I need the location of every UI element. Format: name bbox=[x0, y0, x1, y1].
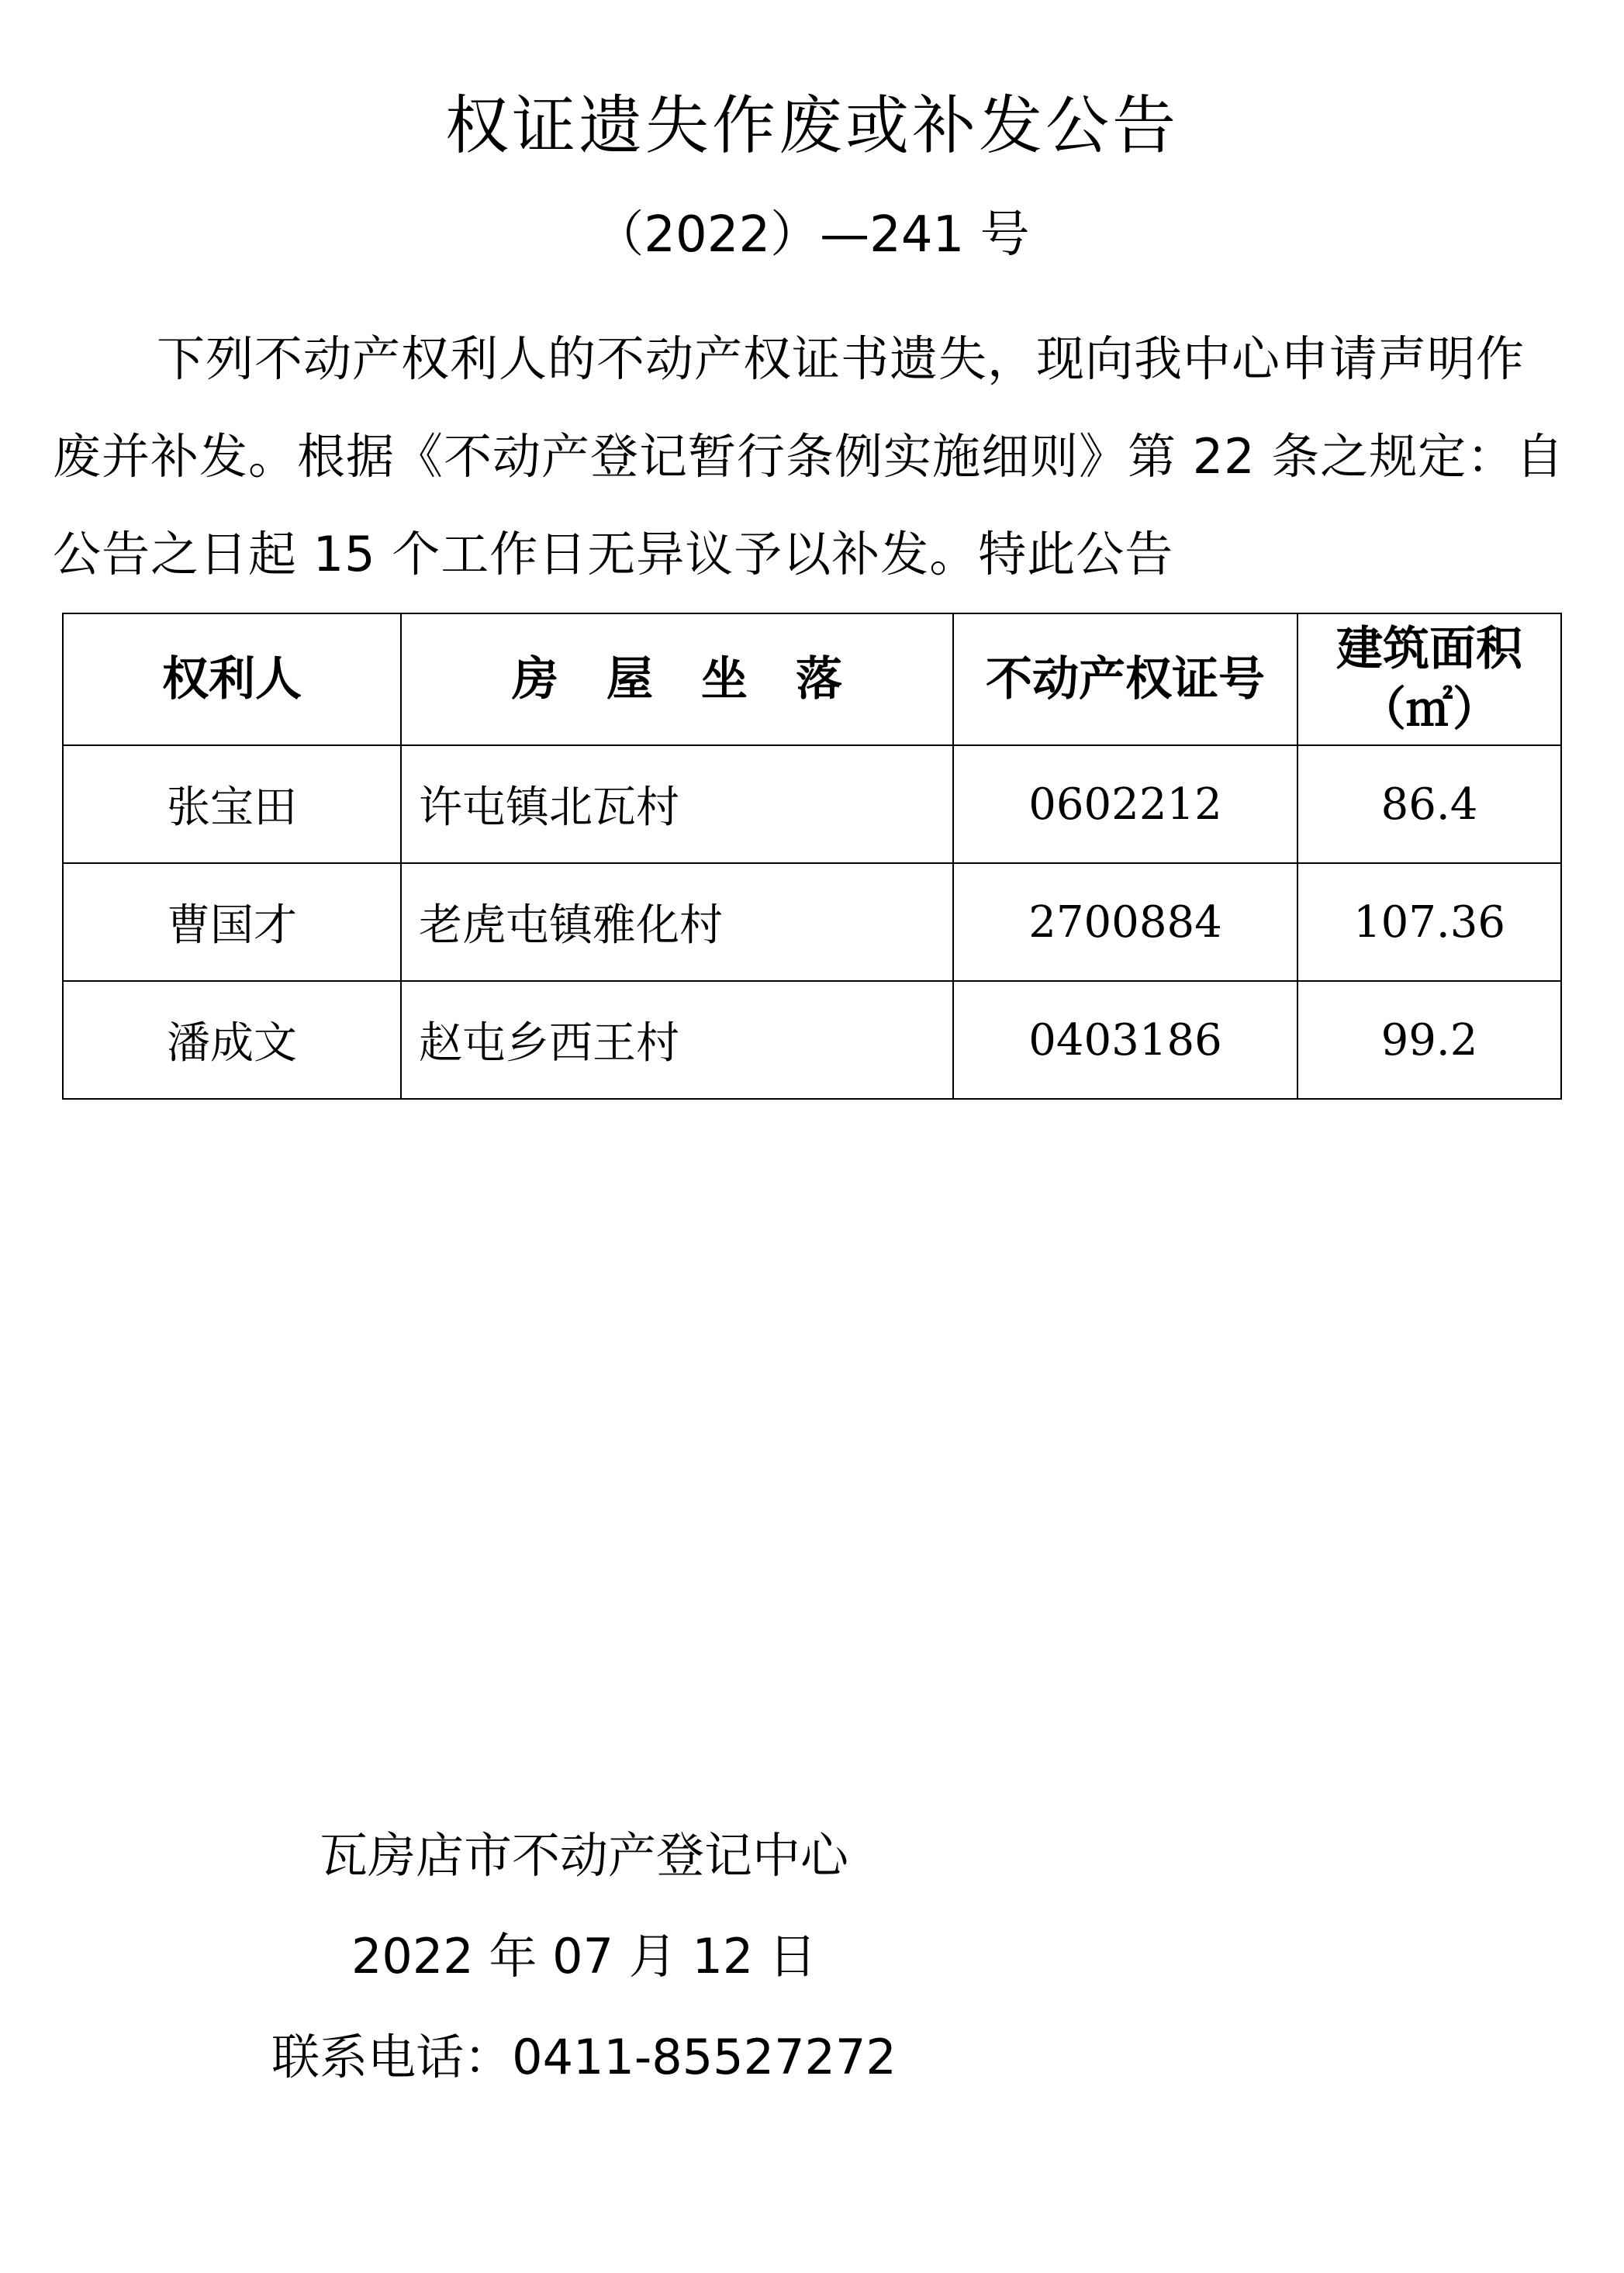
cell-holder: 潘成文 bbox=[63, 981, 401, 1099]
contact-phone: 联系电话：0411-85527272 bbox=[271, 2029, 897, 2085]
notice-title: 权证遗失作废或补发公告 bbox=[444, 89, 1179, 163]
cell-holder: 曹国才 bbox=[63, 863, 401, 981]
header-location bbox=[401, 613, 953, 745]
cell-location: 老虎屯镇雅化村 bbox=[401, 863, 953, 981]
header-area bbox=[1297, 613, 1561, 745]
header-holder: 权利人 bbox=[63, 613, 401, 745]
certificate-table bbox=[62, 613, 1562, 1100]
issue-date: 2022 年 07 月 12 日 bbox=[351, 1928, 817, 1985]
cell-cert-no: 2700884 bbox=[953, 863, 1297, 981]
cell-cert-no: 0403186 bbox=[953, 981, 1297, 1099]
cell-location: 许屯镇北瓦村 bbox=[401, 745, 953, 863]
header-location-label: 房屋坐落 bbox=[512, 652, 890, 706]
header-area-label: 建筑面积 bbox=[1336, 622, 1522, 676]
notice-paragraph: 下列不动产权利人的不动产权证书遗失，现向我中心申请声明作废并补发。根据《不动产登记暂行条例实施细则》第 22 条之规定：自公告之日起 15 个工作日无异议予以补发。特此公告 bbox=[53, 330, 1565, 582]
cell-cert-no: 0602212 bbox=[953, 745, 1297, 863]
table-row bbox=[63, 745, 1561, 863]
cell-area: 86.4 bbox=[1297, 745, 1561, 863]
document-number: （2022）—241 号 bbox=[594, 206, 1030, 264]
header-cert-no: 不动产权证号 bbox=[953, 613, 1297, 745]
table-header-row bbox=[63, 613, 1561, 745]
issuing-organization: 瓦房店市不动产登记中心 bbox=[319, 1827, 848, 1884]
cell-holder: 张宝田 bbox=[63, 745, 401, 863]
table-row bbox=[63, 863, 1561, 981]
cell-area: 107.36 bbox=[1297, 863, 1561, 981]
cell-area: 99.2 bbox=[1297, 981, 1561, 1099]
cell-location: 赵屯乡西王村 bbox=[401, 981, 953, 1099]
table-row bbox=[63, 981, 1561, 1099]
header-area-unit: （㎡） bbox=[1360, 682, 1499, 737]
